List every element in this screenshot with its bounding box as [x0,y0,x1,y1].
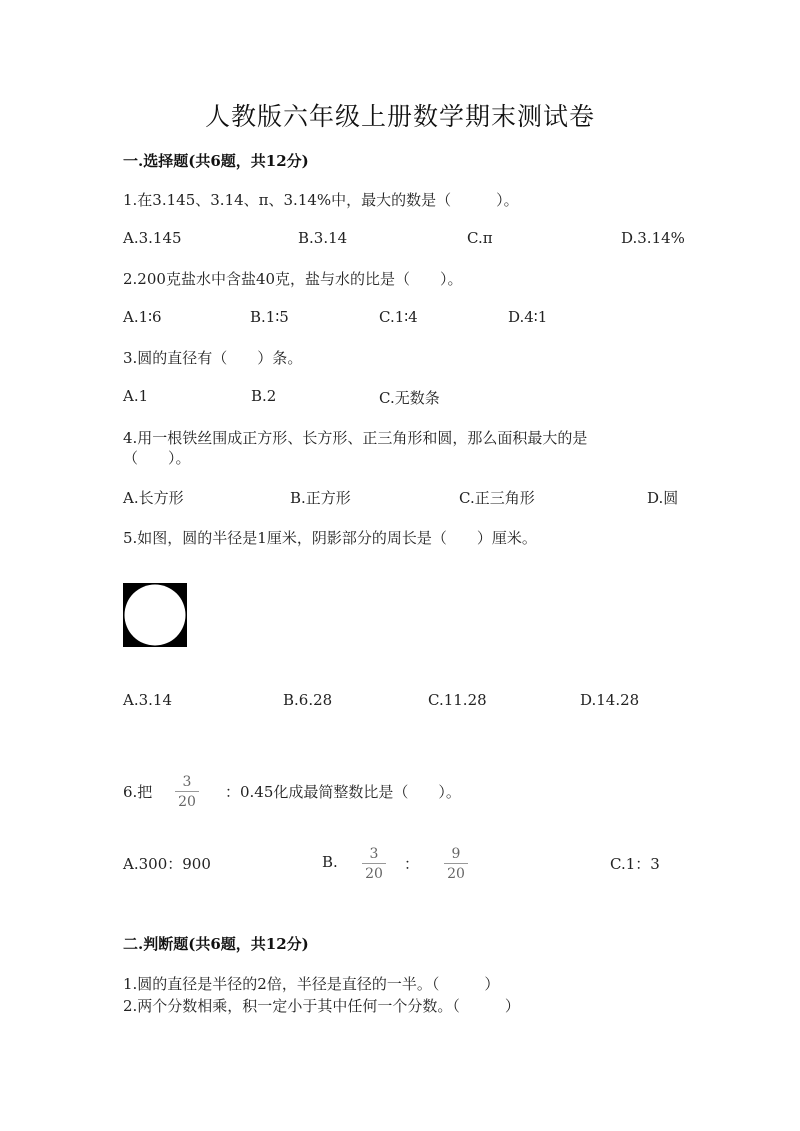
q6-b-frac2-numerator: 9 [451,846,461,862]
question-6-suffix: ：0.45化成最简整数比是（ ）。 [225,783,461,801]
figure-circle [125,585,186,646]
q5-option-a: A.3.14 [123,691,172,709]
judgement-question-2: 2.两个分数相乘，积一定小于其中任何一个分数。（ ） [123,997,520,1015]
q1-option-a: A.3.145 [123,229,182,247]
q6-fraction-denominator: 20 [178,794,196,810]
q6-b-frac1-denominator: 20 [365,866,383,882]
q5-option-d: D.14.28 [580,691,640,709]
page-title: 人教版六年级上册数学期末测试卷 [204,102,595,131]
q6-option-b-prefix: B. [322,853,338,871]
q6-option-b-separator: ： [404,855,420,873]
q1-option-c: C.π [467,229,493,247]
question-6-prefix: 6.把 [123,783,153,801]
q1-option-b: B.3.14 [298,229,348,247]
q6-b-frac2-denominator: 20 [447,866,465,882]
question-3-text: 3.圆的直径有（ ）条。 [123,349,303,367]
q4-option-b: B.正方形 [290,489,351,507]
q6-fraction-numerator: 3 [182,774,192,790]
question-4-text-line1: 4.用一根铁丝围成正方形、长方形、正三角形和圆，那么面积最大的是 [123,429,588,447]
section-heading-choice: 一.选择题(共6题，共12分) [123,152,309,170]
q4-option-a: A.长方形 [123,489,184,507]
q2-option-d: D.4∶1 [508,308,548,326]
q3-option-b: B.2 [251,387,277,405]
q4-option-d: D.圆 [647,489,679,507]
q6-fraction [175,775,199,809]
judgement-question-1: 1.圆的直径是半径的2倍，半径是直径的一半。（ ） [123,975,500,993]
section-heading-judgement: 二.判断题(共6题，共12分) [123,935,309,953]
q6-option-b-fraction-1 [362,847,386,881]
q4-option-c: C.正三角形 [459,489,535,507]
q5-option-b: B.6.28 [283,691,333,709]
q3-option-a: A.1 [123,387,149,405]
q5-option-c: C.11.28 [428,691,487,709]
question-4-text-line2: （ ）。 [123,449,191,467]
q2-option-c: C.1∶4 [379,308,418,326]
q6-option-b-fraction-2 [444,847,468,881]
q1-option-d: D.3.14% [621,229,685,247]
question-1-text: 1.在3.145、3.14、π、3.14%中，最大的数是（ ）。 [123,191,519,209]
q2-option-a: A.1∶6 [123,308,162,326]
q3-option-c: C.无数条 [379,389,440,407]
q6-option-c: C.1：3 [610,855,660,873]
question-2-text: 2.200克盐水中含盐40克，盐与水的比是（ ）。 [123,270,463,288]
square-with-inscribed-circle-figure [123,583,187,647]
question-5-text: 5.如图，圆的半径是1厘米，阴影部分的周长是（ ）厘米。 [123,529,537,547]
q2-option-b: B.1∶5 [250,308,289,326]
q6-option-a: A.300：900 [123,855,211,873]
q6-b-frac1-numerator: 3 [369,846,379,862]
